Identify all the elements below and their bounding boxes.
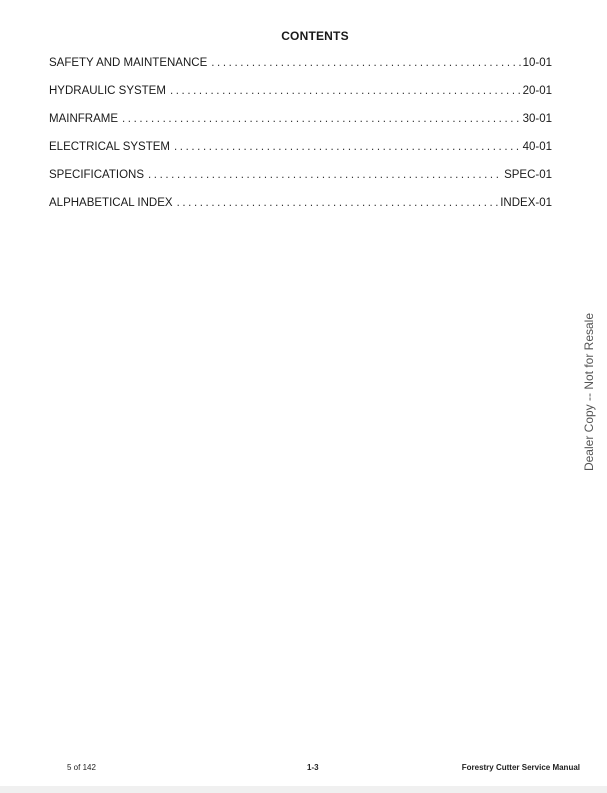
dealer-copy-watermark: Dealer Copy -- Not for Resale	[582, 312, 596, 472]
manual-title: Forestry Cutter Service Manual	[461, 763, 580, 772]
page-title: CONTENTS	[281, 29, 349, 43]
dot-leader	[211, 57, 520, 69]
toc-entry-label: ALPHABETICAL INDEX	[49, 197, 173, 209]
toc-entry-hydraulic-system[interactable]	[49, 85, 552, 113]
toc-entry-label: SAFETY AND MAINTENANCE	[49, 57, 208, 69]
toc-entry-page: 30-01	[522, 113, 552, 125]
dot-leader	[170, 85, 521, 97]
dot-leader	[122, 113, 521, 125]
dot-leader	[177, 197, 499, 209]
toc-entry-label: ELECTRICAL SYSTEM	[49, 141, 170, 153]
toc-entry-label: MAINFRAME	[49, 113, 118, 125]
page-number: 1-3	[307, 763, 319, 772]
toc-entry-safety-and-maintenance[interactable]	[49, 57, 552, 85]
dot-leader	[148, 169, 502, 181]
toc-entry-page: 40-01	[522, 141, 552, 153]
toc-entry-page: INDEX-01	[500, 197, 552, 209]
toc-entry-electrical-system[interactable]	[49, 141, 552, 169]
toc-entry-label: SPECIFICATIONS	[49, 169, 144, 181]
toc-entry-page: SPEC-01	[504, 169, 552, 181]
toc-entry-page: 20-01	[522, 85, 552, 97]
dot-leader	[174, 141, 521, 153]
toc-entry-mainframe[interactable]	[49, 113, 552, 141]
toc-entry-label: HYDRAULIC SYSTEM	[49, 85, 166, 97]
toc-entry-alphabetical-index[interactable]	[49, 197, 552, 225]
toc-entry-specifications[interactable]	[49, 169, 552, 197]
page-count: 5 of 142	[67, 763, 96, 772]
table-of-contents	[49, 57, 552, 225]
toc-entry-page: 10-01	[522, 57, 552, 69]
